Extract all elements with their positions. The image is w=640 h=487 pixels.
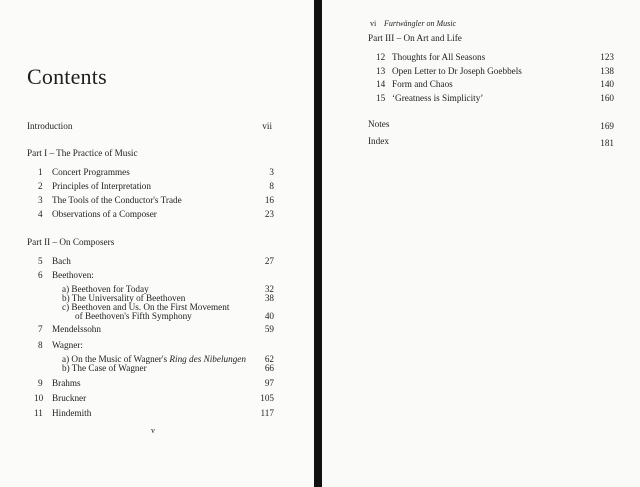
toc-item-page: 123 — [600, 52, 614, 62]
toc-item-number: 11 — [34, 408, 43, 418]
toc-item-label: Open Letter to Dr Joseph Goebbels — [392, 66, 522, 76]
running-header-folio: vi — [370, 19, 377, 28]
toc-item-page: 97 — [264, 378, 274, 388]
toc-notes-label: Notes — [368, 119, 390, 129]
toc-item-number: 14 — [376, 79, 386, 89]
toc-item-label: Observations of a Composer — [52, 209, 157, 219]
page-folio: v — [151, 426, 155, 435]
toc-item-label: Wagner: — [52, 340, 83, 350]
toc-subitem-page: 62 — [264, 354, 274, 364]
toc-subitem-italic: Ring des Nibelungen — [169, 354, 246, 364]
right-page — [322, 0, 640, 487]
toc-item-page: 23 — [264, 209, 274, 219]
toc-item-number: 1 — [38, 167, 43, 177]
running-header-title: Furtwängler on Music — [384, 19, 456, 28]
toc-item-page: 16 — [264, 195, 274, 205]
toc-subitem-page: 38 — [264, 293, 274, 303]
book-gutter — [314, 0, 322, 487]
toc-item-number: 9 — [38, 378, 43, 388]
toc-item-label: Bruckner — [52, 393, 87, 403]
toc-introduction-page: vii — [262, 121, 272, 131]
toc-item-number: 12 — [376, 52, 386, 62]
toc-item-label: The Tools of the Conductor's Trade — [52, 195, 182, 205]
toc-subitem-label: a) Beethoven for Today — [62, 284, 149, 294]
page-title: Contents — [27, 64, 107, 89]
toc-subitem-label: of Beethoven's Fifth Symphony — [75, 311, 192, 321]
toc-index-label: Index — [368, 136, 389, 146]
toc-item-number: 10 — [34, 393, 44, 403]
toc-item-label: Mendelssohn — [52, 324, 101, 334]
toc-item-number: 7 — [38, 324, 43, 334]
toc-item-page: 105 — [260, 393, 274, 403]
toc-item-page: 138 — [600, 66, 614, 76]
toc-subitem-label: b) The Case of Wagner — [62, 363, 147, 373]
toc-item-label: Beethoven: — [52, 270, 94, 280]
toc-index-page: 181 — [600, 138, 614, 148]
toc-item-label: Concert Programmes — [52, 167, 130, 177]
toc-item-number: 15 — [376, 93, 386, 103]
toc-notes-page: 169 — [600, 121, 614, 131]
part-3-heading: Part III – On Art and Life — [368, 33, 462, 43]
toc-item-number: 13 — [376, 66, 386, 76]
toc-item-label: ‘Greatness is Simplicity’ — [392, 93, 484, 103]
toc-subitem-text: a) On the Music of Wagner's — [62, 354, 170, 364]
toc-introduction-label: Introduction — [27, 121, 73, 131]
toc-subitem-page: 32 — [264, 284, 274, 294]
toc-item-number: 3 — [38, 195, 43, 205]
toc-item-page: 3 — [269, 167, 274, 177]
toc-item-number: 4 — [38, 209, 43, 219]
part-2-heading: Part II – On Composers — [27, 237, 115, 247]
toc-item-page: 27 — [264, 256, 274, 266]
left-page — [0, 0, 314, 487]
toc-item-number: 2 — [38, 181, 43, 191]
toc-item-label: Thoughts for All Seasons — [392, 52, 486, 62]
toc-item-number: 8 — [38, 340, 43, 350]
toc-item-page: 160 — [600, 93, 614, 103]
toc-item-page: 8 — [269, 181, 274, 191]
toc-item-label: Form and Chaos — [392, 79, 453, 89]
toc-item-label: Principles of Interpretation — [52, 181, 151, 191]
toc-item-page: 140 — [600, 79, 614, 89]
toc-subitem-label: b) The Universality of Beethoven — [62, 293, 186, 303]
toc-item-number: 6 — [38, 270, 43, 280]
toc-subitem-page: 40 — [264, 311, 274, 321]
toc-item-page: 59 — [264, 324, 274, 334]
toc-item-number: 5 — [38, 256, 43, 266]
toc-item-label: Hindemith — [52, 408, 92, 418]
toc-item-page: 117 — [260, 408, 274, 418]
part-1-heading: Part I – The Practice of Music — [27, 148, 138, 158]
toc-item-label: Brahms — [52, 378, 81, 388]
toc-item-label: Bach — [52, 256, 71, 266]
toc-subitem-page: 66 — [264, 363, 274, 373]
toc-subitem-label: c) Beethoven and Us. On the First Movement — [62, 302, 230, 312]
